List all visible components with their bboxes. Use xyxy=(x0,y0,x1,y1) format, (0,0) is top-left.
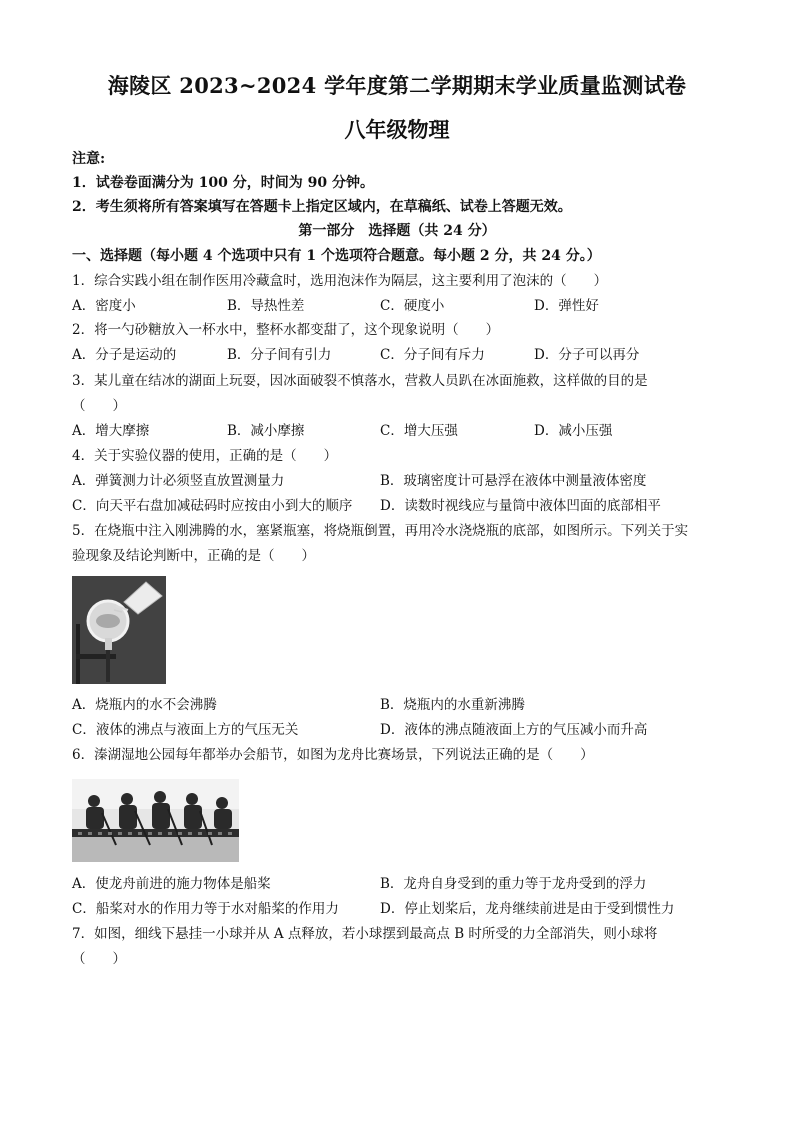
question-4-option-c: C．向天平右盘加减砝码时应按由小到大的顺序 xyxy=(72,498,353,514)
question-6-option-c: C．船桨对水的作用力等于水对船桨的作用力 xyxy=(72,901,339,917)
question-1-option-c: C．硬度小 xyxy=(380,298,445,314)
question-7-stem: 7．如图，细线下悬挂一小球并从 A 点释放，若小球摆到最高点 B 时所受的力全部消失，则小球将 xyxy=(72,926,658,942)
part-heading: 第一部分 选择题（共 24 分） xyxy=(298,223,496,239)
dragon-boat-photo xyxy=(72,779,239,862)
question-6-option-b: B．龙舟自身受到的重力等于龙舟受到的浮力 xyxy=(380,876,647,892)
question-2-option-a: A．分子是运动的 xyxy=(72,347,177,363)
question-5-stem-cont: 验现象及结论判断中，正确的是（ ） xyxy=(72,548,315,564)
question-2-option-d: D．分子可以再分 xyxy=(534,347,640,363)
question-6-option-a: A．使龙舟前进的施力物体是船桨 xyxy=(72,876,271,892)
question-3-stem-cont: （ ） xyxy=(72,398,126,414)
question-4-option-d: D．读数时视线应与量筒中液体凹面的底部相平 xyxy=(380,498,661,514)
exam-subtitle: 八年级物理 xyxy=(344,117,450,142)
question-2-stem: 2．将一勺砂糖放入一杯水中，整杯水都变甜了，这个现象说明（ ） xyxy=(72,322,500,338)
question-3-option-b: B．减小摩擦 xyxy=(227,423,305,439)
question-1-option-d: D．弹性好 xyxy=(534,298,599,314)
question-1-option-b: B．导热性差 xyxy=(227,298,305,314)
question-3-option-a: A．增大摩擦 xyxy=(72,423,150,439)
question-5-option-a: A．烧瓶内的水不会沸腾 xyxy=(72,697,217,713)
question-3-option-c: C．增大压强 xyxy=(380,423,458,439)
question-2-option-b: B．分子间有引力 xyxy=(227,347,332,363)
question-3-option-d: D．减小压强 xyxy=(534,423,613,439)
question-2-option-c: C．分子间有斥力 xyxy=(380,347,485,363)
notes-label: 注意: xyxy=(72,151,106,167)
question-6-option-d: D．停止划桨后，龙舟继续前进是由于受到惯性力 xyxy=(380,901,675,917)
question-4-stem: 4．关于实验仪器的使用，正确的是（ ） xyxy=(72,448,338,464)
question-5-option-c: C．液体的沸点与液面上方的气压无关 xyxy=(72,722,299,738)
section-heading: 一、选择题（每小题 4 个选项中只有 1 个选项符合题意。每小题 2 分，共 24 分。） xyxy=(72,248,601,264)
question-7-stem-cont: （ ） xyxy=(72,951,126,967)
exam-title: 海陵区 2023~2024 学年度第二学期期末学业质量监测试卷 xyxy=(107,73,687,98)
question-5-option-d: D．液体的沸点随液面上方的气压减小而升高 xyxy=(380,722,648,738)
flask-experiment-photo xyxy=(72,576,166,684)
question-5-stem: 5．在烧瓶中注入刚沸腾的水，塞紧瓶塞，将烧瓶倒置，再用冷水浇烧瓶的底部，如图所示。下列关于实 xyxy=(72,523,689,539)
question-1-stem: 1．综合实践小组在制作医用冷藏盒时，选用泡沫作为隔层，这主要利用了泡沫的（ ） xyxy=(72,273,608,289)
question-6-stem: 6．溱湖湿地公园每年都举办会船节，如图为龙舟比赛场景，下列说法正确的是（ ） xyxy=(72,747,594,763)
note-item-1: 1．试卷卷面满分为 100 分，时间为 90 分钟。 xyxy=(72,175,374,191)
question-3-stem: 3．某儿童在结冰的湖面上玩耍，因冰面破裂不慎落水，营救人员趴在冰面施救，这样做的目的是 xyxy=(72,373,648,389)
question-5-option-b: B．烧瓶内的水重新沸腾 xyxy=(380,697,525,713)
note-item-2: 2．考生须将所有答案填写在答题卡上指定区域内，在草稿纸、试卷上答题无效。 xyxy=(72,199,572,215)
question-4-option-b: B．玻璃密度计可悬浮在液体中测量液体密度 xyxy=(380,473,647,489)
question-4-option-a: A．弹簧测力计必须竖直放置测量力 xyxy=(72,473,285,489)
question-1-option-a: A．密度小 xyxy=(72,298,136,314)
